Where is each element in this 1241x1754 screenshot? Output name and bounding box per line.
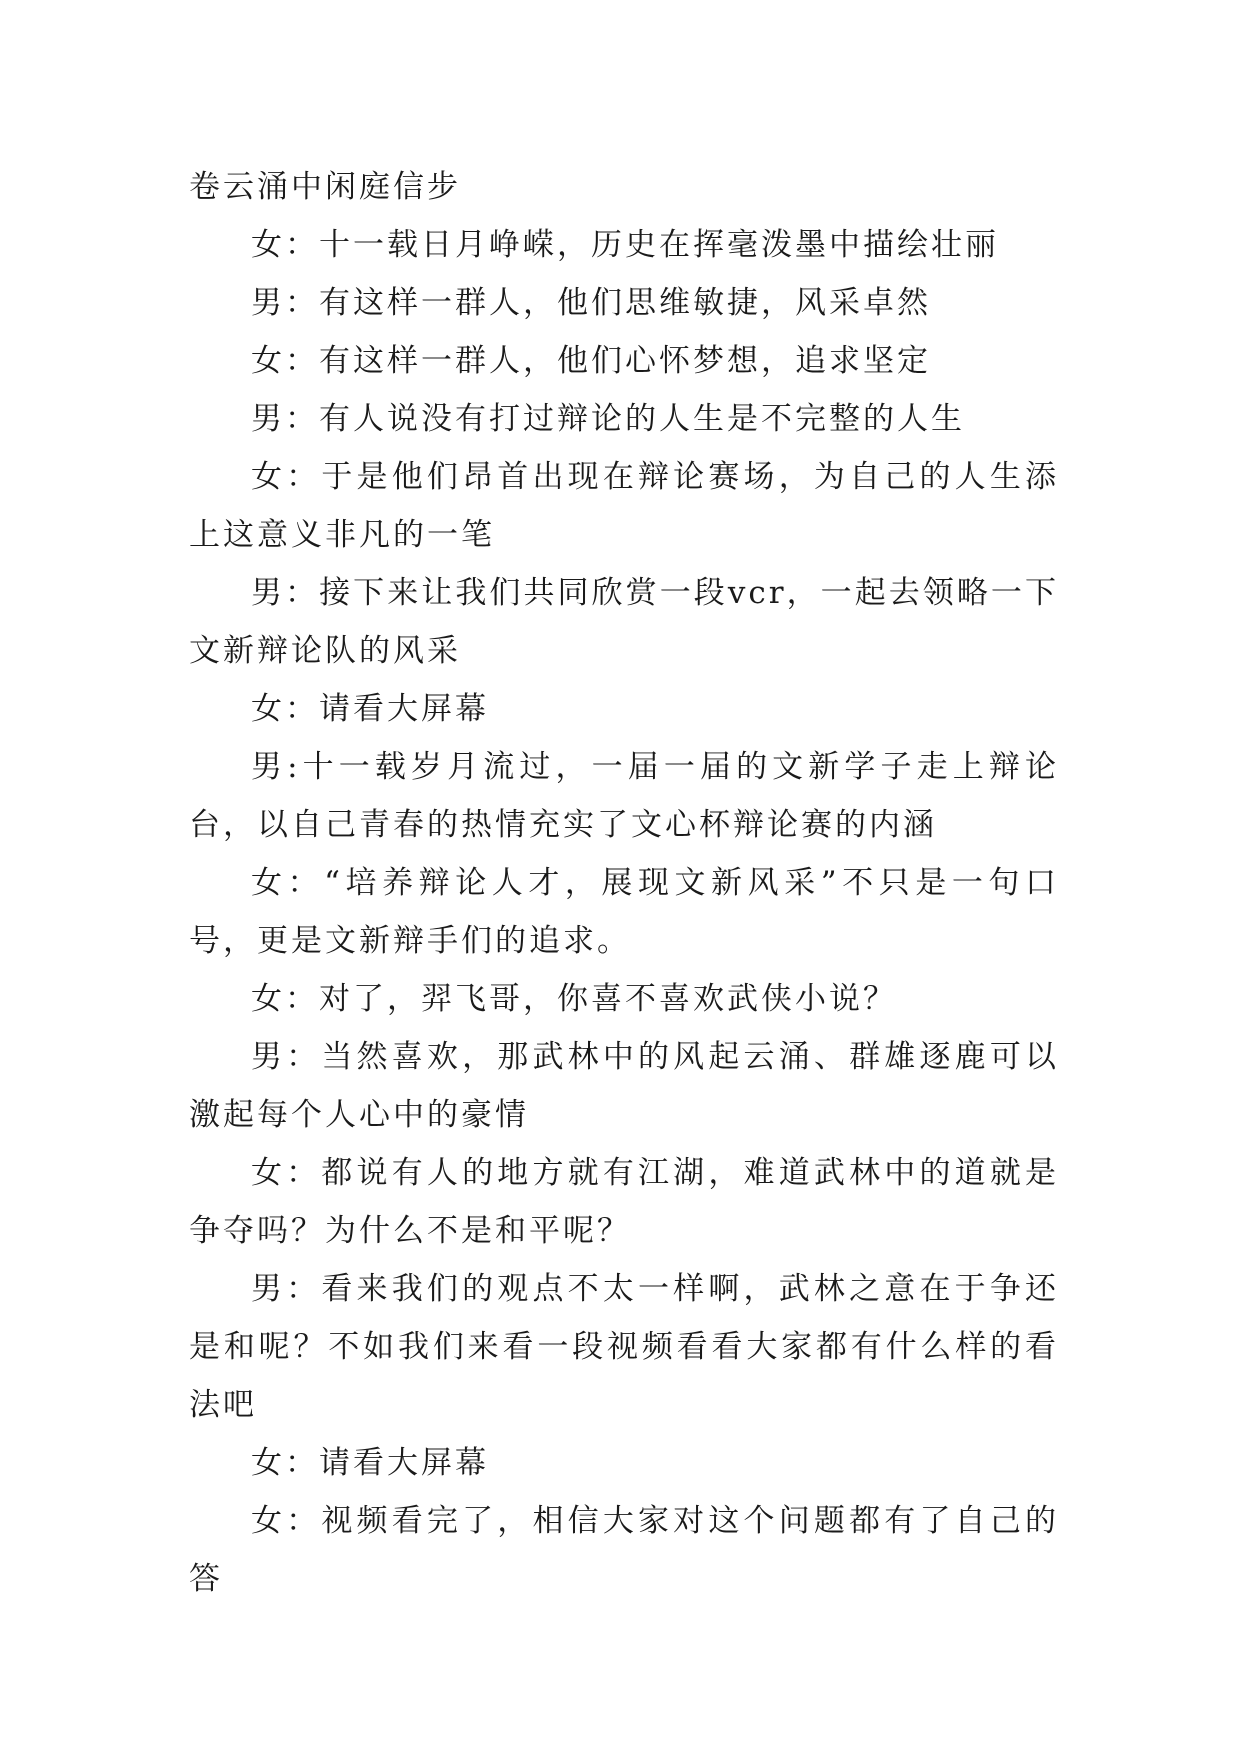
document-body (189, 158, 1059, 1608)
paragraph-continuation: 卷云涌中闲庭信步 (189, 169, 461, 205)
paragraph: 女：请看大屏幕 (251, 691, 489, 727)
paragraph: 男:十一载岁月流过，一届一届的文新学子走上辩论台，以自己青春的热情充实了文心杯辩论赛的内涵 (189, 749, 1059, 843)
paragraph: 女：都说有人的地方就有江湖，难道武林中的道就是争夺吗？为什么不是和平呢？ (189, 1155, 1059, 1249)
paragraph: 女：“培养辩论人才，展现文新风采”不只是一句口号，更是文新辩手们的追求。 (189, 865, 1059, 959)
paragraph: 男：接下来让我们共同欣赏一段vcr，一起去领略一下文新辩论队的风采 (189, 575, 1059, 669)
paragraph: 男：有这样一群人，他们思维敏捷，风采卓然 (251, 285, 931, 321)
paragraph: 女：视频看完了，相信大家对这个问题都有了自己的答 (189, 1503, 1059, 1597)
paragraph: 女：十一载日月峥嵘，历史在挥毫泼墨中描绘壮丽 (251, 227, 999, 263)
paragraph: 男：看来我们的观点不太一样啊，武林之意在于争还是和呢？不如我们来看一段视频看看大家都有什么样的看法吧 (189, 1271, 1059, 1423)
paragraph: 女：于是他们昂首出现在辩论赛场，为自己的人生添上这意义非凡的一笔 (189, 459, 1059, 553)
paragraph: 女：对了，羿飞哥，你喜不喜欢武侠小说？ (251, 981, 897, 1017)
paragraph: 女：有这样一群人，他们心怀梦想，追求坚定 (251, 343, 931, 379)
paragraph: 男：当然喜欢，那武林中的风起云涌、群雄逐鹿可以激起每个人心中的豪情 (189, 1039, 1059, 1133)
paragraph: 女：请看大屏幕 (251, 1445, 489, 1481)
paragraph: 男：有人说没有打过辩论的人生是不完整的人生 (251, 401, 965, 437)
